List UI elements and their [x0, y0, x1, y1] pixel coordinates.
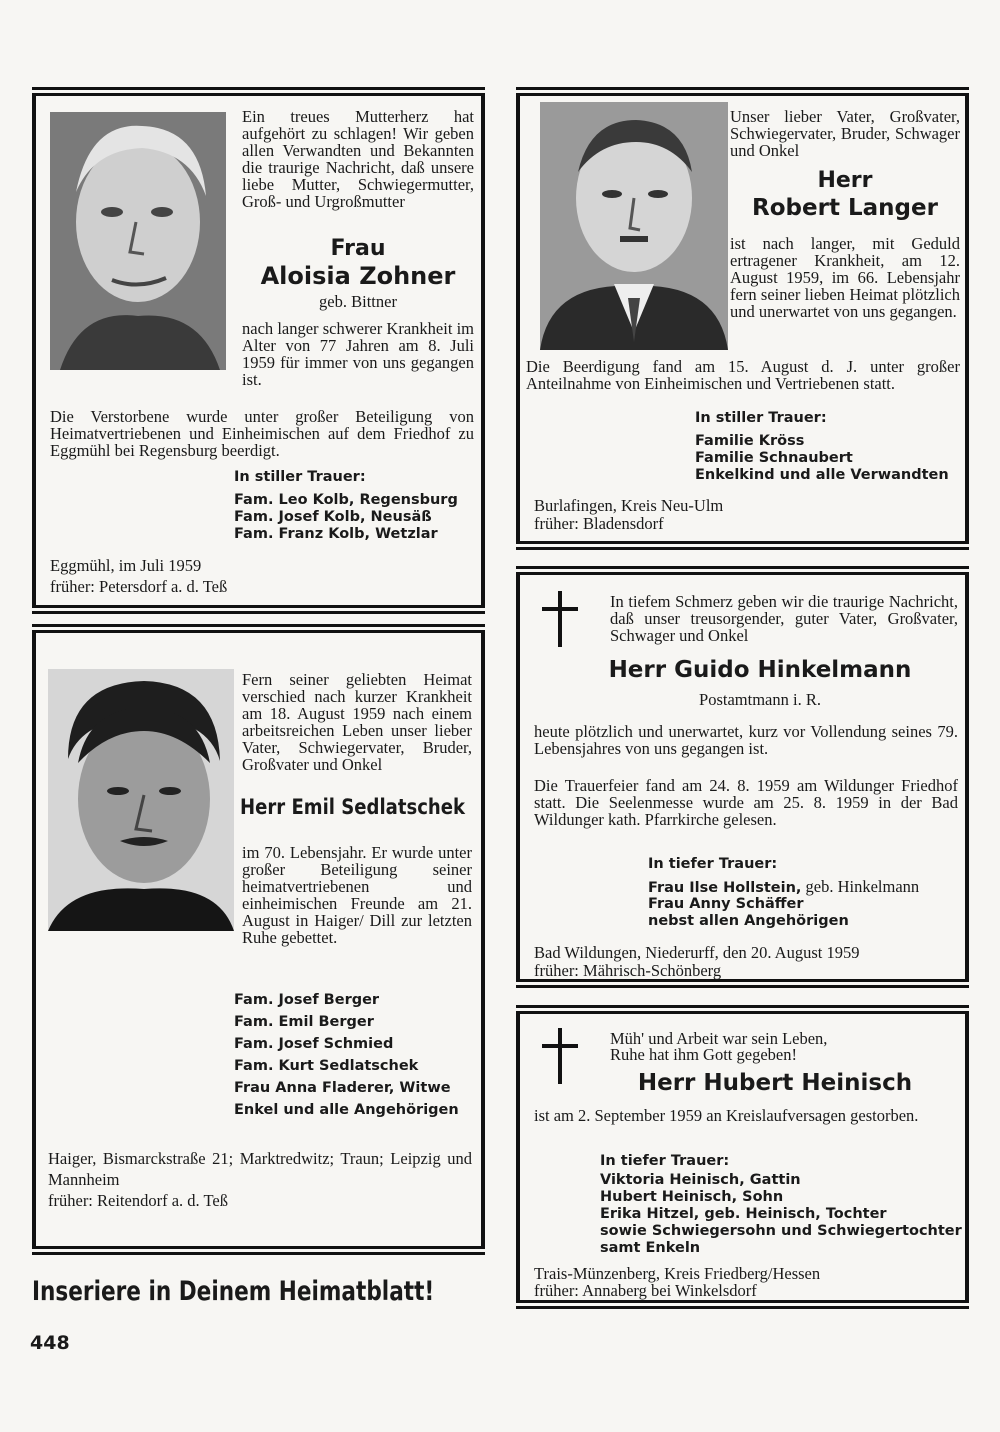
origin: früher: Bladensdorf [534, 514, 664, 533]
burial-text: Die Trauerfeier fand am 24. 8. 1959 am Wildunger Friedhof statt. Die Seelenmesse wurde am 25. 8. 1959 in der Bad Wildunger kath. Pfarrkirche gelesen. [534, 776, 958, 829]
deceased-name: Herr Emil Sedlatschek [240, 795, 466, 819]
death-text: ist nach langer, mit Geduld ertragener Krankheit, am 12. August 1959, im 66. Lebensjahr fern seiner lieben Heimat plötzlich und unerwartet von uns gegangen. [730, 234, 960, 321]
notice-hinkelmann [516, 572, 969, 982]
deceased-name: Aloisia Zohner [260, 262, 456, 290]
place: Trais-Münzenberg, Kreis Friedberg/Hessen [534, 1264, 821, 1283]
mourner-line: Fam. Franz Kolb, Wetzlar [234, 526, 438, 542]
death-text: heute plötzlich und unerwartet, kurz vor Vollendung seines 79. Lebensjahres von uns gegangen ist. [534, 722, 958, 758]
mourner-line: Erika Hitzel, geb. Heinisch, Tochter [600, 1206, 887, 1222]
slogan: Inseriere in Deinem Heimatblatt! [32, 1276, 435, 1307]
mourner-line: Familie Kröss [695, 433, 805, 449]
mourner-line: Frau Anny Schäffer [648, 896, 804, 912]
mourner-line: Fam. Josef Kolb, Neusäß [234, 509, 432, 525]
death-text: ist am 2. September 1959 an Kreislaufversagen gestorben. [534, 1106, 919, 1125]
page-number: 448 [30, 1332, 70, 1354]
mourner-line: samt Enkeln [600, 1240, 701, 1256]
death-text: im 70. Lebensjahr. Er wurde unter großer Beteiligung seiner heimatvertriebenen und einheimischen Freunde am 21. August in Haiger/ Dill zur letzten Ruhe gebettet. [242, 843, 472, 947]
intro-text: Fern seiner geliebten Heimat verschied nach kurzer Krankheit am 18. August 1959 nach einem arbeitsreichen Leben unser lieber Vater, Schwiegervater, Bruder, Großvater und Onkel [242, 670, 472, 774]
mourner-line: Fam. Kurt Sedlatschek [234, 1058, 419, 1074]
occupation: Postamtmann i. R. [699, 690, 821, 709]
mourning-label: In stiller Trauer: [234, 469, 366, 485]
notice-sedlatschek [32, 630, 485, 1249]
cross-icon [542, 591, 578, 647]
deceased-name: Robert Langer [752, 195, 938, 221]
place-date: Bad Wildungen, Niederurff, den 20. August 1959 [534, 943, 860, 962]
place: Haiger, Bismarckstraße 21; Marktredwitz; Traun; Leipzig und Mannheim [48, 1149, 472, 1189]
portrait-photo-sedlatschek [48, 669, 234, 931]
mourning-label: In tiefer Trauer: [648, 856, 778, 872]
mourner-line: Fam. Emil Berger [234, 1014, 374, 1030]
intro-line: Ruhe hat ihm Gott gegeben! [610, 1045, 797, 1064]
deceased-name: Herr Guido Hinkelmann [608, 657, 912, 683]
origin: früher: Reitendorf a. d. Teß [48, 1191, 228, 1210]
mourner-line: Enkelkind und alle Verwandten [695, 467, 949, 483]
portrait-photo-langer [540, 102, 728, 350]
mourner-maiden: geb. Hinkelmann [801, 877, 920, 896]
place-date: Eggmühl, im Juli 1959 [50, 556, 202, 575]
mourner-line: Fam. Leo Kolb, Regensburg [234, 492, 458, 508]
portrait-photo-zohner [50, 112, 226, 370]
deceased-title: Herr [817, 168, 873, 193]
mourner-line: Frau Anna Fladerer, Witwe [234, 1080, 451, 1096]
cross-icon [542, 1028, 578, 1084]
mourner-line: Familie Schnaubert [695, 450, 853, 466]
burial-text: Die Beerdigung fand am 15. August d. J. unter großer Anteilnahme von Einheimischen und Vertriebenen statt. [526, 357, 960, 393]
mourner-line: Fam. Josef Berger [234, 992, 380, 1008]
notice-zohner [32, 93, 485, 608]
mourner-line: nebst allen Angehörigen [648, 913, 849, 929]
place: Burlafingen, Kreis Neu-Ulm [534, 496, 724, 515]
maiden-name: geb. Bittner [319, 292, 397, 311]
intro-line: Müh' und Arbeit war sein Leben, [610, 1029, 828, 1048]
mourner-line: Hubert Heinisch, Sohn [600, 1189, 784, 1205]
mourner-name: Frau Ilse Hollstein, [648, 880, 802, 896]
mourner-line: sowie Schwiegersohn und Schwiegertochter [600, 1223, 962, 1239]
intro-text: In tiefem Schmerz geben wir die traurige Nachricht, daß unser treusorgender, guter Vater, Großvater, Schwager und Onkel [610, 592, 958, 645]
burial-text: Die Verstorbene wurde unter großer Beteiligung von Heimatvertriebenen und Einheimischen auf dem Friedhof zu Eggmühl bei Regensburg beerdigt. [50, 407, 474, 460]
origin: früher: Petersdorf a. d. Teß [50, 577, 228, 596]
intro-text: Ein treues Mutterherz hat aufgehört zu schlagen! Wir geben allen Verwandten und Bekannten die traurige Nachricht, daß unsere liebe Mutter, Schwiegermutter, Groß- und Urgroßmutter [242, 107, 474, 211]
mourning-label: In stiller Trauer: [695, 410, 827, 426]
notice-heinisch [516, 1011, 969, 1303]
mourner-line: Fam. Josef Schmied [234, 1036, 394, 1052]
intro-text: Unser lieber Vater, Großvater, Schwiegervater, Bruder, Schwager und Onkel [730, 107, 960, 160]
death-text: nach langer schwerer Krankheit im Alter von 77 Jahren am 8. Juli 1959 für immer von uns gegangen ist. [242, 319, 474, 389]
origin: früher: Annaberg bei Winkelsdorf [534, 1281, 757, 1300]
mourning-label: In tiefer Trauer: [600, 1153, 730, 1169]
deceased-name: Herr Hubert Heinisch [637, 1070, 913, 1096]
origin: früher: Mährisch-Schönberg [534, 961, 722, 980]
deceased-title: Frau [330, 236, 386, 261]
mourner-line: Enkel und alle Angehörigen [234, 1102, 459, 1118]
notice-langer [516, 93, 969, 544]
mourner-line: Viktoria Heinisch, Gattin [600, 1172, 801, 1188]
